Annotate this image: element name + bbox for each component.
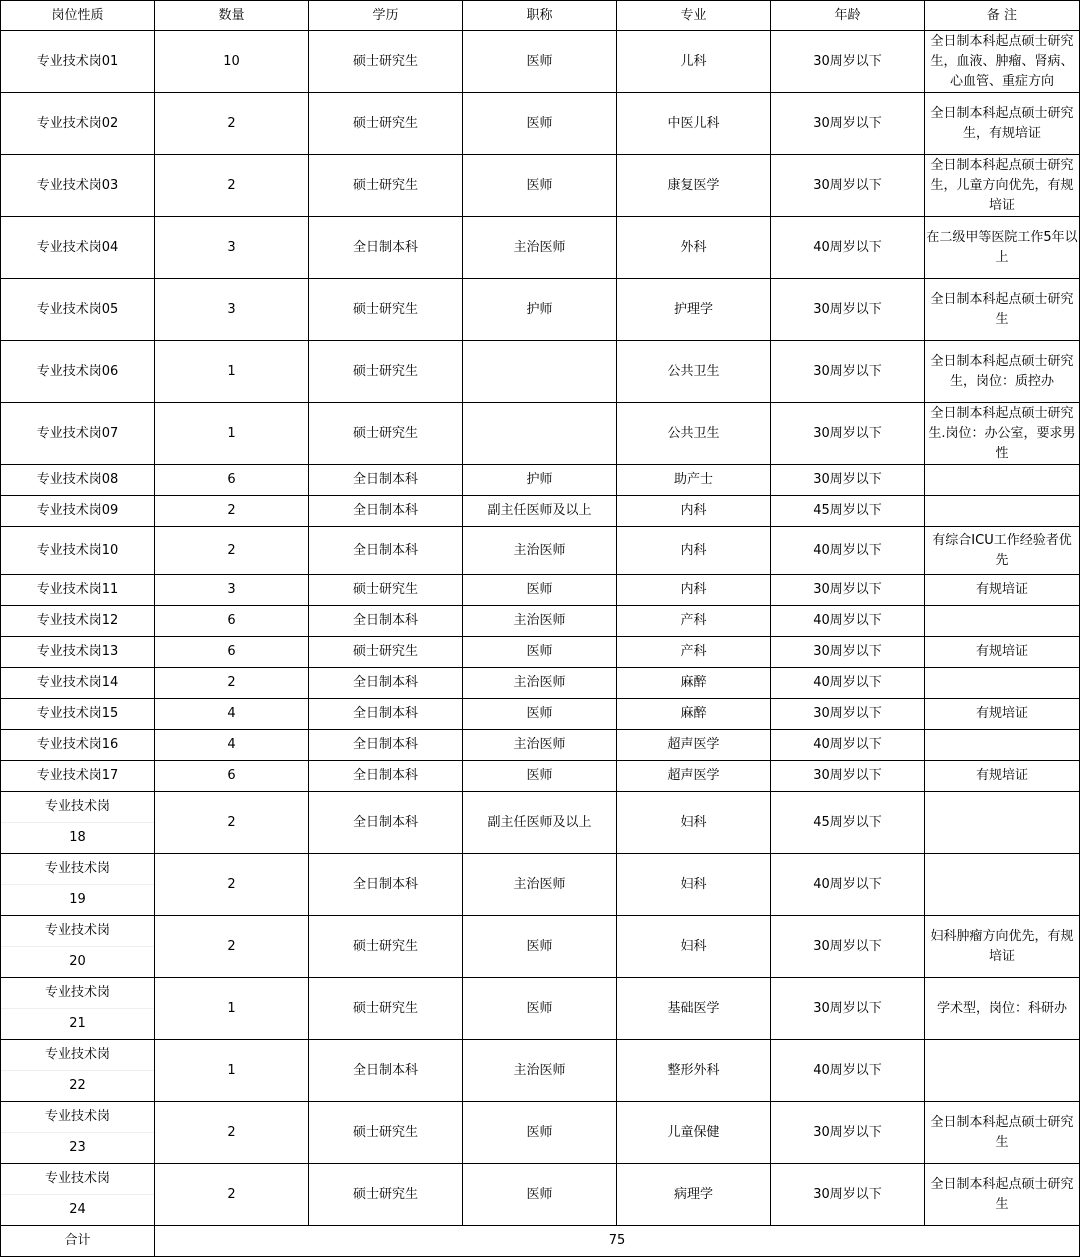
header-major: 专业 [617,1,771,31]
major-cell: 中医儿科 [617,93,771,155]
education-cell: 全日制本科 [309,527,463,575]
table-row [1,1164,1080,1226]
count-cell: 1 [155,341,309,403]
major-cell: 公共卫生 [617,403,771,465]
note-cell: 有规培证 [925,575,1080,606]
table-row [1,341,1080,403]
major-cell: 内科 [617,575,771,606]
note-cell [925,730,1080,761]
post-cell [1,1164,155,1226]
age-cell: 30周岁以下 [771,1102,925,1164]
education-cell: 全日制本科 [309,1040,463,1102]
age-cell: 30周岁以下 [771,93,925,155]
post-split [1,978,154,1039]
age-cell: 40周岁以下 [771,606,925,637]
post-split [1,1164,154,1225]
major-cell: 妇科 [617,916,771,978]
education-cell: 全日制本科 [309,217,463,279]
age-cell: 30周岁以下 [771,916,925,978]
table-row [1,93,1080,155]
title-cell: 主治医师 [463,854,617,916]
note-cell [925,496,1080,527]
post-label: 专业技术岗 [1,978,154,1009]
major-cell: 儿科 [617,31,771,93]
education-cell: 全日制本科 [309,730,463,761]
title-cell: 医师 [463,93,617,155]
major-cell: 妇科 [617,854,771,916]
title-cell: 医师 [463,155,617,217]
education-cell: 硕士研究生 [309,31,463,93]
education-cell: 全日制本科 [309,496,463,527]
title-cell [463,403,617,465]
major-cell: 病理学 [617,1164,771,1226]
table-row [1,606,1080,637]
major-cell: 超声医学 [617,761,771,792]
title-cell: 医师 [463,916,617,978]
table-row [1,761,1080,792]
title-cell: 医师 [463,637,617,668]
note-cell: 学术型，岗位：科研办 [925,978,1080,1040]
post-cell [1,916,155,978]
title-cell: 医师 [463,575,617,606]
note-cell: 有规培证 [925,699,1080,730]
count-cell: 2 [155,916,309,978]
education-cell: 全日制本科 [309,699,463,730]
header-note: 备 注 [925,1,1080,31]
post-cell: 专业技术岗14 [1,668,155,699]
table-row [1,527,1080,575]
table-row [1,1040,1080,1102]
count-cell: 2 [155,155,309,217]
title-cell: 主治医师 [463,730,617,761]
note-cell [925,668,1080,699]
post-split [1,792,154,853]
count-cell: 1 [155,1040,309,1102]
education-cell: 硕士研究生 [309,1164,463,1226]
title-cell: 医师 [463,1102,617,1164]
post-label: 专业技术岗 [1,792,154,823]
count-cell: 3 [155,217,309,279]
post-number: 20 [69,954,86,969]
education-cell: 全日制本科 [309,854,463,916]
post-cell: 专业技术岗11 [1,575,155,606]
post-number: 22 [69,1078,86,1093]
table-row [1,916,1080,978]
title-cell: 护师 [463,279,617,341]
education-cell: 硕士研究生 [309,637,463,668]
header-post: 岗位性质 [1,1,155,31]
major-cell: 整形外科 [617,1040,771,1102]
count-cell: 10 [155,31,309,93]
post-cell: 专业技术岗03 [1,155,155,217]
count-cell: 2 [155,93,309,155]
age-cell: 30周岁以下 [771,155,925,217]
education-cell: 全日制本科 [309,465,463,496]
count-cell: 1 [155,403,309,465]
education-cell: 全日制本科 [309,792,463,854]
major-cell: 内科 [617,527,771,575]
post-number: 23 [69,1140,86,1155]
table-row [1,854,1080,916]
note-cell: 在二级甲等医院工作5年以上 [925,217,1080,279]
major-cell: 护理学 [617,279,771,341]
title-cell: 主治医师 [463,668,617,699]
post-label: 专业技术岗 [1,854,154,885]
total-value: 75 [155,1226,1080,1257]
age-cell: 40周岁以下 [771,854,925,916]
table-row [1,217,1080,279]
education-cell: 硕士研究生 [309,341,463,403]
post-cell [1,854,155,916]
table-row [1,496,1080,527]
post-cell: 专业技术岗02 [1,93,155,155]
age-cell: 40周岁以下 [771,730,925,761]
post-cell: 专业技术岗05 [1,279,155,341]
header-count: 数量 [155,1,309,31]
post-cell [1,978,155,1040]
header-title: 职称 [463,1,617,31]
post-number: 24 [69,1202,86,1217]
education-cell: 全日制本科 [309,668,463,699]
age-cell: 30周岁以下 [771,1164,925,1226]
age-cell: 30周岁以下 [771,637,925,668]
age-cell: 30周岁以下 [771,31,925,93]
post-split [1,916,154,977]
count-cell: 2 [155,1102,309,1164]
table-row [1,792,1080,854]
note-cell: 妇科肿瘤方向优先，有规培证 [925,916,1080,978]
post-label: 专业技术岗 [1,1040,154,1071]
count-cell: 3 [155,279,309,341]
note-cell: 全日制本科起点硕士研究生，岗位：质控办 [925,341,1080,403]
post-cell: 专业技术岗12 [1,606,155,637]
count-cell: 6 [155,637,309,668]
count-cell: 2 [155,496,309,527]
post-cell: 专业技术岗17 [1,761,155,792]
post-cell: 专业技术岗10 [1,527,155,575]
post-number: 19 [69,892,86,907]
table-row [1,730,1080,761]
table-row [1,1102,1080,1164]
note-cell: 全日制本科起点硕士研究生 [925,279,1080,341]
age-cell: 40周岁以下 [771,527,925,575]
count-cell: 4 [155,699,309,730]
note-cell [925,606,1080,637]
education-cell: 硕士研究生 [309,1102,463,1164]
note-cell: 全日制本科起点硕士研究生 [925,1102,1080,1164]
major-cell: 基础医学 [617,978,771,1040]
education-cell: 硕士研究生 [309,403,463,465]
title-cell: 主治医师 [463,527,617,575]
count-cell: 2 [155,668,309,699]
post-number: 21 [69,1016,86,1031]
post-cell: 专业技术岗07 [1,403,155,465]
major-cell: 公共卫生 [617,341,771,403]
title-cell: 主治医师 [463,1040,617,1102]
table-row [1,978,1080,1040]
table-row [1,403,1080,465]
post-cell: 专业技术岗04 [1,217,155,279]
note-cell [925,792,1080,854]
age-cell: 30周岁以下 [771,341,925,403]
table-row [1,31,1080,93]
note-cell: 全日制本科起点硕士研究生，有规培证 [925,93,1080,155]
major-cell: 康复医学 [617,155,771,217]
post-cell [1,1040,155,1102]
note-cell: 全日制本科起点硕士研究生，血液、肿瘤、肾病、心血管、重症方向 [925,31,1080,93]
major-cell: 产科 [617,637,771,668]
count-cell: 2 [155,1164,309,1226]
total-label: 合计 [1,1226,155,1257]
note-cell: 全日制本科起点硕士研究生，儿童方向优先，有规培证 [925,155,1080,217]
age-cell: 40周岁以下 [771,668,925,699]
education-cell: 硕士研究生 [309,279,463,341]
header-age: 年龄 [771,1,925,31]
note-cell [925,854,1080,916]
note-cell: 有综合ICU工作经验者优先 [925,527,1080,575]
post-cell: 专业技术岗15 [1,699,155,730]
post-cell: 专业技术岗08 [1,465,155,496]
major-cell: 产科 [617,606,771,637]
note-cell [925,465,1080,496]
age-cell: 30周岁以下 [771,279,925,341]
post-split [1,854,154,915]
post-cell: 专业技术岗01 [1,31,155,93]
post-label: 专业技术岗 [1,1164,154,1195]
table-row [1,637,1080,668]
major-cell: 助产士 [617,465,771,496]
post-cell [1,792,155,854]
post-label: 专业技术岗 [1,916,154,947]
education-cell: 硕士研究生 [309,93,463,155]
count-cell: 3 [155,575,309,606]
table-row [1,575,1080,606]
count-cell: 6 [155,465,309,496]
post-cell: 专业技术岗16 [1,730,155,761]
post-split [1,1102,154,1163]
title-cell: 副主任医师及以上 [463,792,617,854]
count-cell: 6 [155,761,309,792]
header-row [1,1,1080,31]
major-cell: 麻醉 [617,699,771,730]
note-cell: 有规培证 [925,637,1080,668]
title-cell: 医师 [463,699,617,730]
age-cell: 40周岁以下 [771,217,925,279]
title-cell: 主治医师 [463,217,617,279]
title-cell: 医师 [463,761,617,792]
title-cell [463,341,617,403]
title-cell: 主治医师 [463,606,617,637]
major-cell: 麻醉 [617,668,771,699]
count-cell: 4 [155,730,309,761]
major-cell: 妇科 [617,792,771,854]
education-cell: 硕士研究生 [309,978,463,1040]
major-cell: 超声医学 [617,730,771,761]
post-cell: 专业技术岗09 [1,496,155,527]
note-cell: 有规培证 [925,761,1080,792]
education-cell: 硕士研究生 [309,916,463,978]
post-number: 18 [69,830,86,845]
count-cell: 1 [155,978,309,1040]
title-cell: 副主任医师及以上 [463,496,617,527]
post-label: 专业技术岗 [1,1102,154,1133]
table-row [1,465,1080,496]
age-cell: 30周岁以下 [771,575,925,606]
title-cell: 医师 [463,31,617,93]
education-cell: 全日制本科 [309,606,463,637]
note-cell [925,1040,1080,1102]
post-cell: 专业技术岗06 [1,341,155,403]
age-cell: 30周岁以下 [771,761,925,792]
table-row [1,155,1080,217]
count-cell: 2 [155,854,309,916]
major-cell: 外科 [617,217,771,279]
post-cell: 专业技术岗13 [1,637,155,668]
count-cell: 2 [155,527,309,575]
post-cell [1,1102,155,1164]
header-education: 学历 [309,1,463,31]
count-cell: 2 [155,792,309,854]
table-row [1,699,1080,730]
age-cell: 30周岁以下 [771,403,925,465]
age-cell: 30周岁以下 [771,465,925,496]
table-row [1,279,1080,341]
title-cell: 医师 [463,1164,617,1226]
education-cell: 硕士研究生 [309,575,463,606]
education-cell: 硕士研究生 [309,155,463,217]
education-cell: 全日制本科 [309,761,463,792]
title-cell: 医师 [463,978,617,1040]
post-split [1,1040,154,1101]
note-cell: 全日制本科起点硕士研究生 [925,1164,1080,1226]
table-row [1,668,1080,699]
age-cell: 30周岁以下 [771,978,925,1040]
count-cell: 6 [155,606,309,637]
age-cell: 45周岁以下 [771,792,925,854]
age-cell: 40周岁以下 [771,1040,925,1102]
major-cell: 儿童保健 [617,1102,771,1164]
title-cell: 护师 [463,465,617,496]
note-cell: 全日制本科起点硕士研究生.岗位：办公室，要求男性 [925,403,1080,465]
age-cell: 45周岁以下 [771,496,925,527]
major-cell: 内科 [617,496,771,527]
age-cell: 30周岁以下 [771,699,925,730]
